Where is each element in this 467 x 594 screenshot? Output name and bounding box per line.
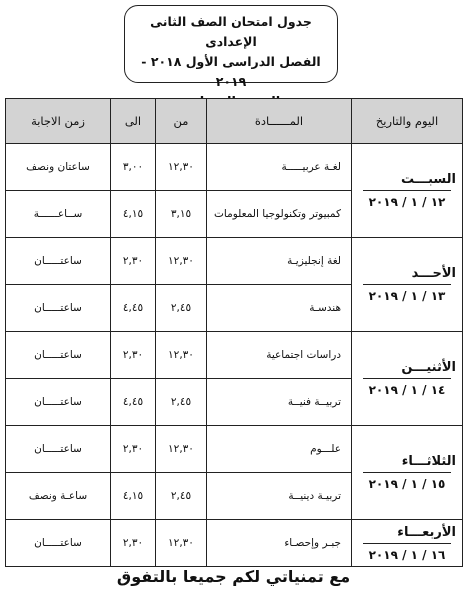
header-from: من [156, 99, 207, 144]
to-cell: ٢,٣٠ [111, 238, 156, 285]
day-divider [363, 284, 451, 285]
day-divider [363, 543, 451, 544]
header-day-date: اليوم والتاريخ [352, 99, 463, 144]
to-cell: ٤,٤٥ [111, 379, 156, 426]
from-cell: ١٢,٣٠ [156, 238, 207, 285]
to-cell: ٤,٤٥ [111, 285, 156, 332]
from-cell: ٣,١٥ [156, 191, 207, 238]
subject-cell: تربيـة دينيــة [207, 473, 352, 520]
duration-cell: ســاعــــــة [6, 191, 111, 238]
duration-cell: ساعتـــــان [6, 426, 111, 473]
day-name: الأحـــد [411, 266, 456, 281]
from-cell: ١٢,٣٠ [156, 332, 207, 379]
day-date: ١٤ / ١ / ٢٠١٩ [368, 383, 446, 397]
header-to: الى [111, 99, 156, 144]
day-name: الأربعـــاء [397, 524, 456, 540]
duration-cell: ساعتـــــان [6, 379, 111, 426]
day-name: السبـــت [401, 172, 456, 187]
footer-wishes: مع تمنياتي لكم جميعا بالتفوق [116, 567, 351, 586]
to-cell: ٢,٣٠ [111, 332, 156, 379]
subject-cell: هندسـة [207, 285, 352, 332]
header-subject: المــــــادة [207, 99, 352, 144]
from-cell: ١٢,٣٠ [156, 144, 207, 191]
to-cell: ٤,١٥ [111, 191, 156, 238]
to-cell: ٣,٠٠ [111, 144, 156, 191]
term-year: الفصل الدراسى الأول ٢٠١٨ - ٢٠١٩ [141, 54, 321, 89]
to-cell: ٢,٣٠ [111, 426, 156, 473]
day-name: الأثنيـــن [401, 360, 456, 375]
day-divider [363, 190, 451, 191]
from-cell: ٢,٤٥ [156, 379, 207, 426]
duration-cell: ساعتـــــان [6, 520, 111, 567]
day-name: الثلاثـــاء [401, 454, 456, 469]
day-cell [352, 238, 463, 332]
subject-cell: دراسات اجتماعية [207, 332, 352, 379]
duration-cell: ساعتان ونصف [6, 144, 111, 191]
title-box [124, 5, 338, 89]
day-date: ١٥ / ١ / ٢٠١٩ [368, 477, 446, 491]
subject-cell: لغـة عربيـــــة [207, 144, 352, 191]
day-date: ١٢ / ١ / ٢٠١٩ [368, 195, 446, 209]
day-divider [363, 378, 451, 379]
from-cell: ١٢,٣٠ [156, 520, 207, 567]
header-duration: زمن الاجابة [6, 99, 111, 144]
duration-cell: ساعتـــــان [6, 332, 111, 379]
to-cell: ٢,٣٠ [111, 520, 156, 567]
subject-cell: لغة إنجليزيـة [207, 238, 352, 285]
subject-cell: تربيــة فنيــة [207, 379, 352, 426]
day-cell [352, 144, 463, 238]
duration-cell: ساعتـــــان [6, 285, 111, 332]
day-cell [352, 332, 463, 426]
from-cell: ٢,٤٥ [156, 285, 207, 332]
table-row [6, 238, 463, 285]
subject-cell: علـــوم [207, 426, 352, 473]
table-row [6, 332, 463, 379]
table-row [6, 144, 463, 191]
subject-cell: كمبيوتر وتكنولوجيا المعلومات [207, 191, 352, 238]
day-date: ١٦ / ١ / ٢٠١٩ [368, 547, 446, 562]
exam-title: جدول امتحان الصف الثانى الإعدادى [150, 14, 312, 49]
day-cell [352, 520, 463, 567]
table-header-row [6, 99, 463, 144]
table-row [6, 520, 463, 567]
to-cell: ٤,١٥ [111, 473, 156, 520]
subject-cell: جبـر وإحصـاء [207, 520, 352, 567]
from-cell: ٢,٤٥ [156, 473, 207, 520]
duration-cell: ساعتـــــان [6, 238, 111, 285]
day-date: ١٣ / ١ / ٢٠١٩ [368, 289, 446, 303]
exam-schedule-table [5, 98, 463, 567]
day-cell [352, 426, 463, 520]
from-cell: ١٢,٣٠ [156, 426, 207, 473]
duration-cell: ساعـة ونصف [6, 473, 111, 520]
day-divider [363, 472, 451, 473]
table-row [6, 426, 463, 473]
